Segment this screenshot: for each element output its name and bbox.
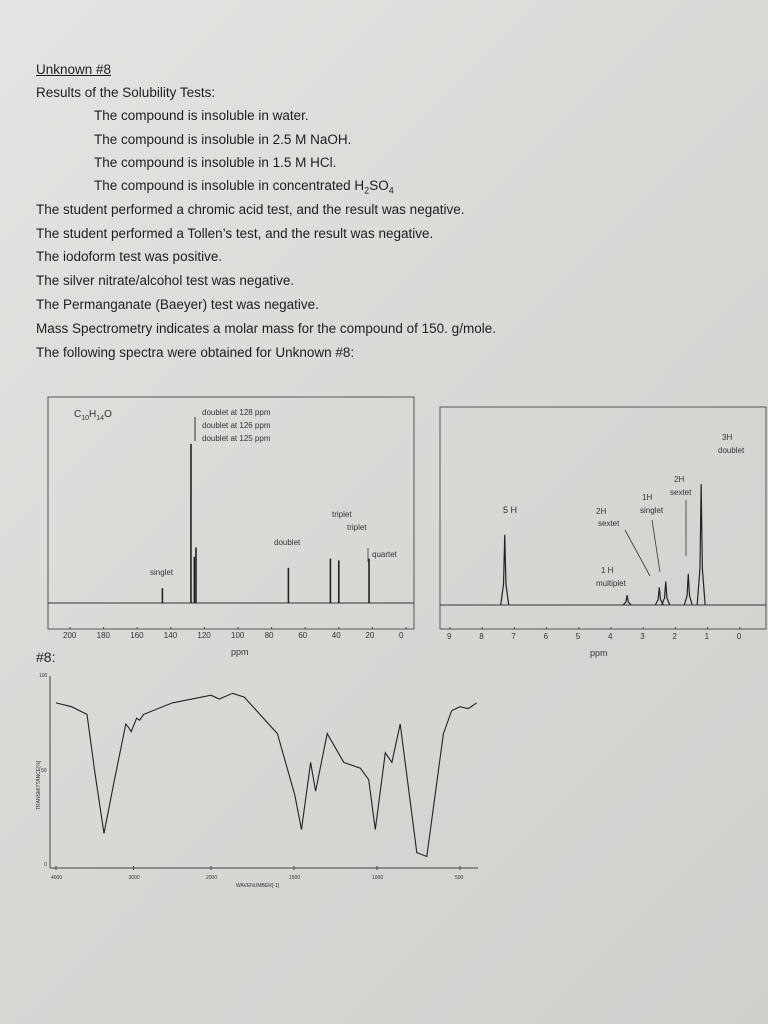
ir-spectrum	[36, 673, 478, 889]
h1-peak	[662, 582, 670, 605]
c13-tick-label: 140	[163, 631, 178, 640]
c13-label-doublet-126: doublet at 126 ppm	[202, 421, 271, 430]
test-line: The Permanganate (Baeyer) test was negative.	[36, 297, 319, 312]
h1-label-2h-sextet-b-mult: sextet	[670, 488, 692, 497]
ir-tick-label: 1500	[289, 875, 301, 881]
h1-peak	[655, 587, 663, 605]
c13-label-quartet: quartet	[372, 550, 397, 559]
h1-tick-label: 4	[608, 632, 613, 641]
c13-tick-label: 0	[399, 631, 404, 640]
h1-pointer	[625, 530, 650, 576]
ir-y-bot: 0	[44, 862, 47, 868]
page-title: Unknown #8	[36, 62, 112, 77]
h1-pointer	[652, 520, 660, 572]
ir-y-top: 100	[39, 673, 48, 679]
c13-label-doublet-125: doublet at 125 ppm	[202, 434, 271, 443]
c13-tick-label: 120	[197, 631, 211, 640]
h1-tick-label: 3	[640, 632, 645, 641]
ir-x-label: WAVENUMBER[-1]	[236, 883, 280, 889]
ir-tick-label: 3000	[128, 875, 140, 881]
h1-nmr-spectrum	[440, 407, 766, 658]
c13-label-triplet: triplet	[347, 523, 367, 532]
c13-label-singlet: singlet	[150, 568, 174, 577]
h1-label-1h-multiplet: 1 H	[601, 566, 614, 575]
c13-label-triplet: triplet	[332, 510, 352, 519]
c13-label-doublet-128: doublet at 128 ppm	[202, 408, 271, 417]
h1-label-5h: 5 H	[503, 505, 518, 515]
solubility-line: The compound is insoluble in 2.5 M NaOH.	[94, 132, 352, 147]
h1-label-3h-mult: doublet	[718, 446, 745, 455]
h1-frame	[440, 407, 766, 629]
test-line: Mass Spectrometry indicates a molar mass for the compound of 150. g/mole.	[36, 321, 496, 336]
h1-peak	[501, 535, 509, 605]
h1-label-2h-sextet-mult: sextet	[598, 519, 620, 528]
section-heading: Results of the Solubility Tests:	[36, 85, 216, 100]
ir-tick-label: 1000	[372, 875, 384, 881]
spectrum-set-label: #8:	[36, 649, 56, 665]
c13-tick-label: 20	[365, 631, 375, 640]
solubility-line: The compound is insoluble in 1.5 M HCl.	[94, 155, 337, 170]
ir-tick-label: 500	[455, 875, 464, 881]
solubility-line-h2so4: The compound is insoluble in concentrated $H_2SO_4$	[94, 178, 394, 196]
c13-peaks	[162, 444, 369, 603]
test-line: The iodoform test was positive.	[36, 249, 223, 264]
h1-label-3h: 3H	[722, 433, 733, 442]
c13-frame	[48, 397, 414, 629]
c13-tick-label: 60	[298, 631, 308, 640]
c13-formula: $C_{10}H_{14}O$	[74, 409, 112, 422]
test-line: The student performed a Tollen’s test, and the result was negative.	[36, 226, 434, 241]
c13-label-doublet: doublet	[274, 538, 301, 547]
h1-label-2h-sextet: 2H	[596, 507, 607, 516]
ir-y-label: TRANSMITTANCE[%]	[36, 760, 42, 810]
h1-label-1h-singlet-mult: singlet	[640, 506, 664, 515]
test-line: The student performed a chromic acid test, and the result was negative.	[36, 202, 465, 217]
c13-tick-label: 180	[96, 631, 110, 640]
h1-peak	[684, 574, 692, 605]
ir-trace	[56, 693, 477, 856]
h1-tick-label: 0	[736, 632, 742, 641]
ir-tick-label: 4000	[51, 875, 63, 881]
ir-tick-label: 2000	[206, 875, 218, 881]
h1-tick-label: 1	[704, 632, 710, 641]
c13-tick-label: 80	[264, 631, 274, 640]
c13-tick-label: 200	[63, 631, 77, 640]
h1-peak	[697, 484, 705, 605]
h1-label-1h-singlet: 1H	[642, 493, 653, 502]
h1-tick-label: 7	[511, 632, 516, 641]
c13-tick-label: 100	[231, 631, 245, 640]
c13-tick-label: 40	[331, 631, 341, 640]
ir-y-mid: 50	[41, 768, 47, 774]
h1-x-label: ppm	[590, 648, 608, 658]
test-line: The silver nitrate/alcohol test was negative.	[36, 273, 295, 288]
h1-tick-label: 2	[672, 632, 677, 641]
solubility-line: The compound is insoluble in water.	[94, 108, 309, 123]
c13-tick-label: 160	[130, 631, 144, 640]
h1-tick-label: 6	[543, 632, 549, 641]
c13-x-label: ppm	[231, 647, 249, 657]
c13-nmr-spectrum	[48, 397, 414, 657]
test-line: The following spectra were obtained for Unknown #8:	[36, 345, 355, 360]
h1-tick-label: 5	[575, 632, 581, 641]
h1-peak	[623, 595, 631, 605]
h1-tick-label: 8	[479, 632, 484, 641]
h1-label-1h-multiplet-mult: multiplet	[596, 579, 626, 588]
h1-tick-label: 9	[447, 632, 452, 641]
h1-label-2h-sextet-b: 2H	[674, 475, 685, 484]
